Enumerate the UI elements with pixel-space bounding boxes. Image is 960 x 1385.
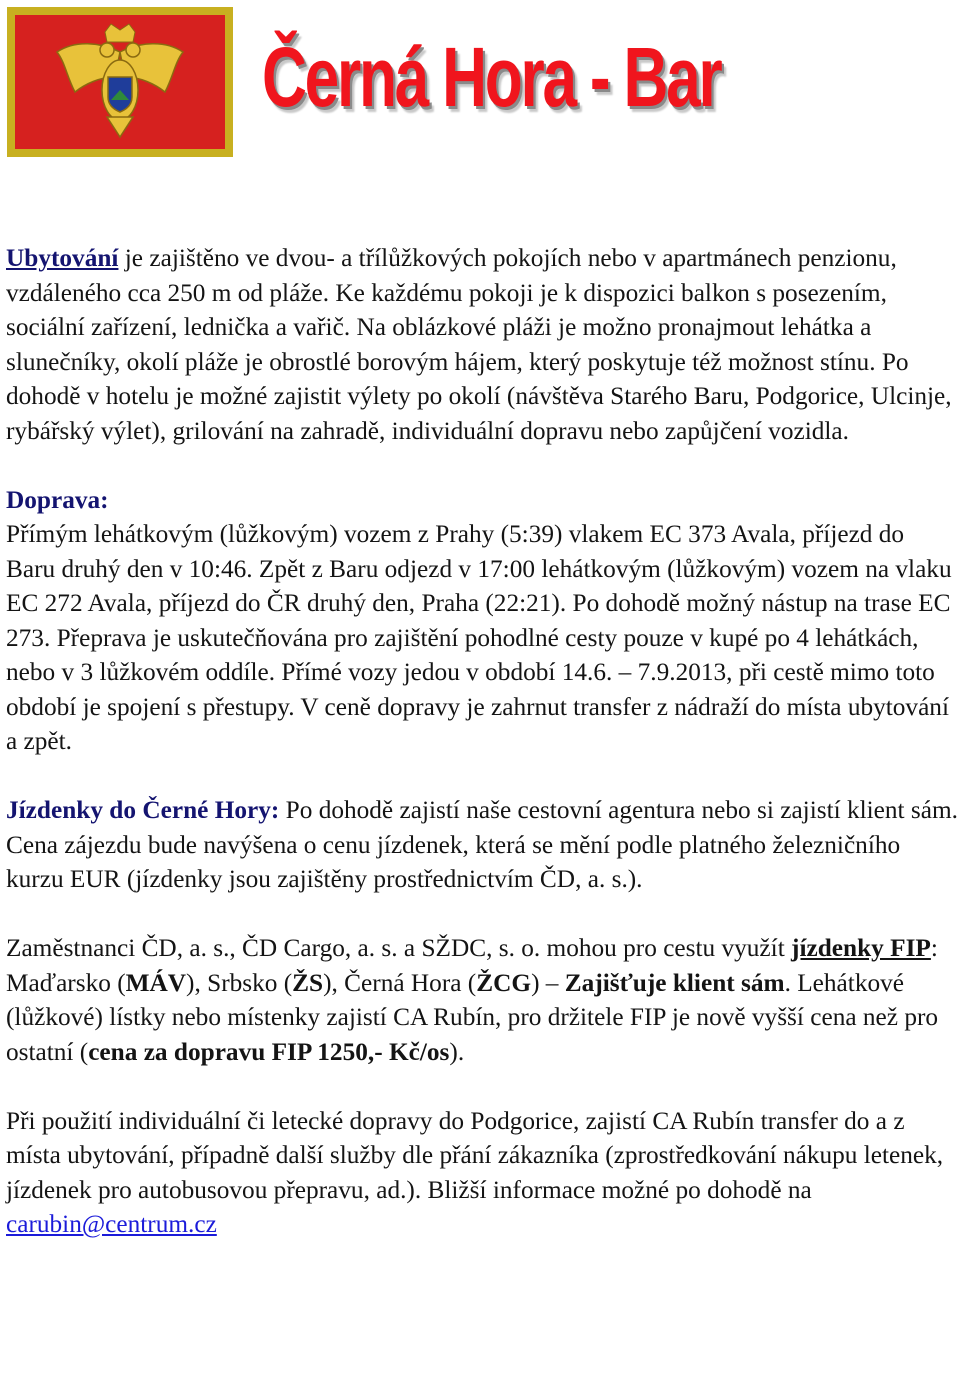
individual-transport-text: Při použití individuální či letecké dopravy do Podgorice, zajistí CA Rubín transfer do a z místa ubytování, případně další služby dle přání zákazníka (zprostředkování nákupu letenek, jízdenek pro autobusovou přepravu, ad.). xyxy=(6,1106,944,1204)
fip-tickets-label: jízdenky FIP xyxy=(791,934,931,962)
mav-abbr: MÁV xyxy=(125,968,187,997)
page-header xyxy=(0,0,960,175)
transport-paragraph: Přímým lehátkovým (lůžkovým) vozem z Prahy (5:39) vlakem EC 373 Avala, příjezd do Baru druhý den v 10:46. Zpět z Baru odjezd v 17:00 lehátkovým (lůžkovým) vozem na vlaku EC 272 Avala, příjezd do ČR druhý den, Praha (22:21). Po dohodě možný nástup na trase EC 273. Přeprava je uskutečňována pro zajištění pohodlné cesty pouze v kupé po 4 lehátkách, nebo v 3 lůžkovém oddíle. Přímé vozy jedou v období 14.6. – 7.9.2013, při cestě mimo toto období je spojení s přestupy. V ceně dopravy je zahrnut transfer z nádraží do místa ubytování a zpět. xyxy=(6,520,952,755)
accommodation-paragraph xyxy=(6,241,958,448)
country-text: ), Černá Hora ( xyxy=(323,968,477,997)
tickets-text: Po dohodě zajistí naše cestovní agentura nebo si zajistí klient sám. Cena zájezdu bude navýšena o cenu jízdenek, která se mění podle platného železničního kurzu EUR (jízdenky jsou zajištěny prostřednictvím ČD, a. s.). xyxy=(6,796,958,893)
eagle-emblem-icon xyxy=(45,22,195,142)
more-info-text: Bližší informace možné po dohodě na xyxy=(421,1175,812,1204)
spacer xyxy=(6,1069,958,1104)
accommodation-label: Ubytování xyxy=(6,244,119,272)
flag-field xyxy=(15,15,225,149)
country-text: . xyxy=(784,968,791,997)
fip-price-end: ). xyxy=(449,1037,465,1066)
employees-intro: Zaměstnanci ČD, a. s., ČD Cargo, a. s. a SŽDC, s. o. mohou pro cestu využít xyxy=(6,934,792,962)
country-text: Maďarsko ( xyxy=(6,968,126,997)
tickets-label: Jízdenky do Černé Hory: xyxy=(6,796,280,824)
fip-colon: : xyxy=(930,934,938,962)
zcg-abbr: ŽCG xyxy=(476,968,532,997)
fip-price: cena za dopravu FIP 1250,- Kč/os xyxy=(88,1037,450,1066)
email-link[interactable]: carubin@centrum.cz xyxy=(6,1210,217,1238)
spacer xyxy=(6,897,958,932)
self-arranged-note: Zajišťuje klient sám xyxy=(564,968,785,997)
accommodation-text: je zajištěno ve dvou- a třílůžkových pokojích nebo v apartmánech penzionu, vzdáleného cca 250 m od pláže. Ke každému pokoji je k dispozici balkon s posezením, sociální zařízení, lednička a vařič. Na oblázkové pláži je možno pronajmout lehátka a slunečníky, okolí pláže je obrostlé borovým hájem, který poskytuje též možnost stínu. Po dohodě v hotelu je možné zajistit výlety po okolí (návštěva Starého Baru, Podgorice, Ulcinje, rybářský výlet), grilování na zahradě, individuální dopravu nebo zapůjčení vozidla. xyxy=(6,244,952,445)
montenegro-flag-icon xyxy=(7,7,233,157)
spacer xyxy=(6,448,958,483)
zs-abbr: ŽS xyxy=(292,968,324,997)
spacer xyxy=(6,759,958,794)
country-text: ), Srbsko ( xyxy=(186,968,293,997)
fip-price-text: Lehátkové (lůžkové) lístky nebo místenky zajistí CA Rubín, pro držitele FIP je nově vyšší cena než pro ostatní ( xyxy=(6,968,939,1066)
country-text: ) – xyxy=(531,968,565,997)
document-body xyxy=(6,241,958,1242)
employees-paragraph xyxy=(6,931,958,1069)
tickets-paragraph xyxy=(6,793,958,897)
page-title: Černá Hora - Bar xyxy=(262,30,721,124)
transport-heading: Doprava: xyxy=(6,485,109,514)
individual-transport-paragraph xyxy=(6,1104,958,1242)
